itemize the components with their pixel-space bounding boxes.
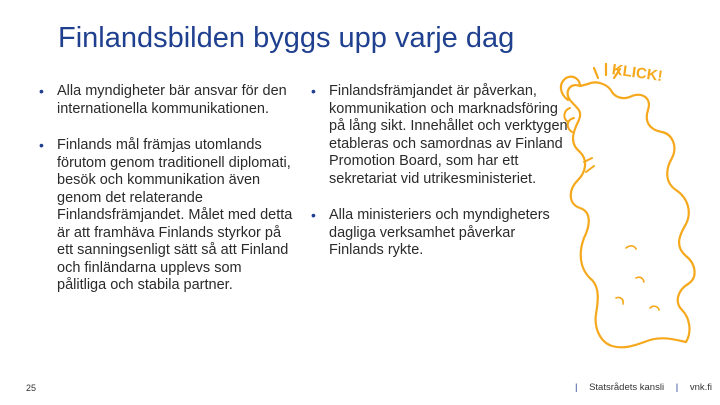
page-number: 25 — [26, 383, 37, 393]
footer-org: Statsrådets kansli — [589, 382, 665, 393]
bullet-item — [36, 137, 294, 295]
bullet-icon: • — [39, 137, 44, 153]
bullet-text: Finlandsfrämjandet är påverkan, kommunikation och marknadsföring på lång sikt. Innehållet och verktygen etableras och samordnas av Finland Promotion Board, som har ett sekretariat vid utrikesministeriet. — [329, 83, 568, 187]
footer-site-link[interactable]: vnk.fi — [689, 382, 712, 393]
middle-column — [308, 83, 570, 279]
bullet-item — [36, 83, 294, 118]
bullet-text: Alla ministeriers och myndigheters dagliga verksamhet påverkar Finlands rykte. — [329, 207, 550, 258]
left-column — [36, 83, 294, 314]
slide-title: Finlandsbilden byggs upp varje dag — [58, 22, 515, 54]
footer-branding — [566, 382, 712, 393]
finland-hand-map-icon — [540, 48, 720, 383]
bullet-icon: • — [39, 83, 44, 99]
bullet-icon: • — [311, 83, 316, 99]
click-label: KLICK! — [610, 61, 664, 86]
bullet-icon: • — [311, 207, 316, 223]
footer-separator: | — [675, 382, 679, 393]
bullet-item — [308, 83, 570, 188]
footer-separator: | — [574, 382, 578, 393]
bullet-item — [308, 207, 570, 260]
bullet-text: Alla myndigheter bär ansvar för den internationella kommunikationen. — [57, 83, 287, 117]
bullet-text: Finlands mål främjas utomlands förutom genom traditionell diplomati, besök och kommunikation även genom det relaterande Finlandsfrämjandet. Målet med detta är att framhäva Finlands styrkor på ett sanningsenligt sätt så att Finland och finländarna upplevs som pålitliga och stabila partner. — [57, 137, 293, 293]
